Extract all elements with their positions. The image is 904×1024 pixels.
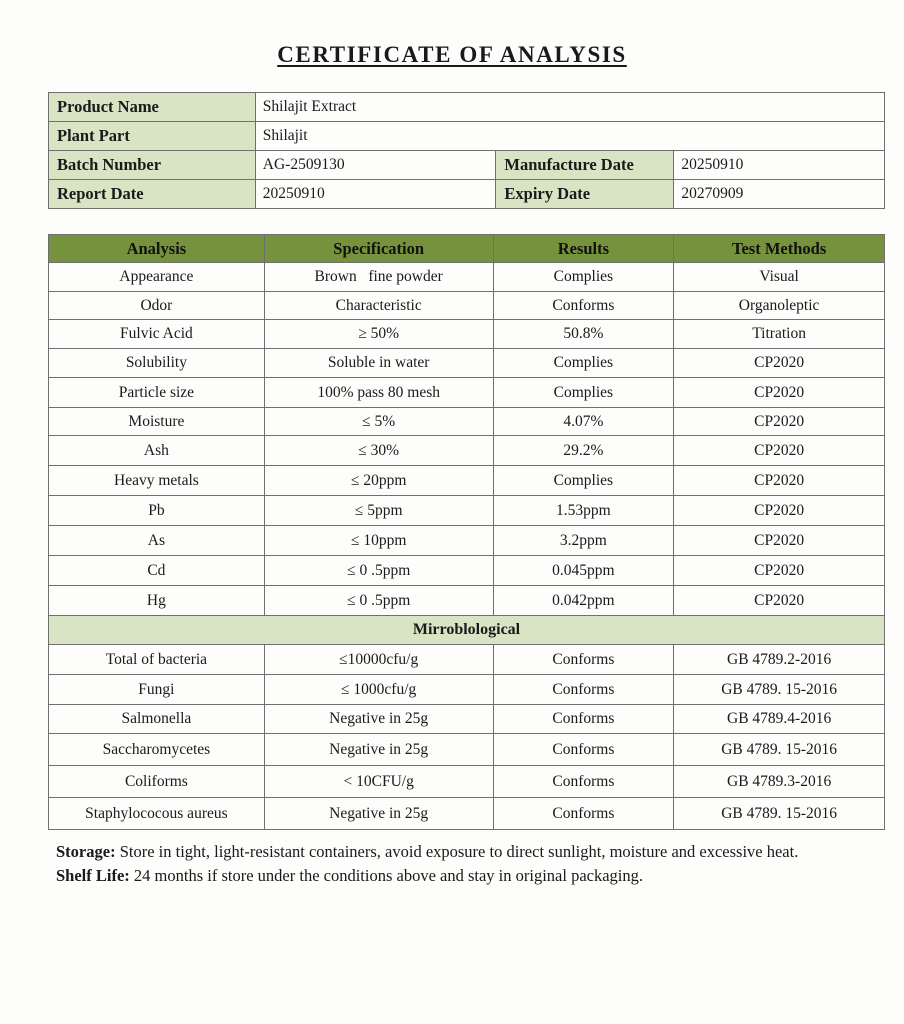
test-method-cell: CP2020 bbox=[674, 408, 885, 436]
table-row bbox=[49, 292, 885, 320]
table-row bbox=[49, 645, 885, 675]
product-name-row bbox=[49, 93, 885, 122]
table-row bbox=[49, 556, 885, 586]
analysis-item-cell: Pb bbox=[49, 496, 265, 526]
result-cell: 0.042ppm bbox=[493, 586, 674, 616]
result-cell: 0.045ppm bbox=[493, 556, 674, 586]
header-test-methods: Test Methods bbox=[674, 235, 885, 263]
result-cell: 4.07% bbox=[493, 408, 674, 436]
specification-cell: ≤ 1000cfu/g bbox=[264, 675, 493, 705]
specification-cell: Negative in 25g bbox=[264, 705, 493, 734]
analysis-item-cell: Fulvic Acid bbox=[49, 320, 265, 349]
result-cell: Conforms bbox=[493, 645, 674, 675]
result-cell: Conforms bbox=[493, 292, 674, 320]
table-row bbox=[49, 766, 885, 798]
manufacture-date-label: Manufacture Date bbox=[496, 151, 674, 180]
specification-cell: 100% pass 80 mesh bbox=[264, 378, 493, 408]
test-method-cell: GB 4789.4-2016 bbox=[674, 705, 885, 734]
table-row bbox=[49, 408, 885, 436]
batch-row bbox=[49, 151, 885, 180]
test-method-cell: CP2020 bbox=[674, 526, 885, 556]
analysis-table bbox=[48, 234, 885, 830]
report-row bbox=[49, 180, 885, 209]
test-method-cell: GB 4789.3-2016 bbox=[674, 766, 885, 798]
result-cell: Complies bbox=[493, 378, 674, 408]
header-results: Results bbox=[493, 235, 674, 263]
table-row bbox=[49, 734, 885, 766]
result-cell: Conforms bbox=[493, 705, 674, 734]
shelf-life-text: 24 months if store under the conditions above and stay in original packaging. bbox=[129, 865, 644, 885]
storage-label: Storage: bbox=[56, 842, 116, 861]
result-cell: Conforms bbox=[493, 675, 674, 705]
test-method-cell: Visual bbox=[674, 263, 885, 292]
analysis-item-cell: Ash bbox=[49, 436, 265, 466]
test-method-cell: CP2020 bbox=[674, 349, 885, 378]
result-cell: 50.8% bbox=[493, 320, 674, 349]
specification-cell: Negative in 25g bbox=[264, 734, 493, 766]
plant-part-row bbox=[49, 122, 885, 151]
table-row bbox=[49, 320, 885, 349]
table-row bbox=[49, 378, 885, 408]
test-method-cell: GB 4789. 15-2016 bbox=[674, 675, 885, 705]
result-cell: Complies bbox=[493, 349, 674, 378]
analysis-item-cell: Moisture bbox=[49, 408, 265, 436]
document-title: CERTIFICATE OF ANALYSIS bbox=[277, 42, 627, 67]
analysis-item-cell: Coliforms bbox=[49, 766, 265, 798]
table-row bbox=[49, 466, 885, 496]
specification-cell: ≤ 0 .5ppm bbox=[264, 586, 493, 616]
specification-cell: Brown fine powder bbox=[264, 263, 493, 292]
product-name-label: Product Name bbox=[49, 93, 256, 122]
expiry-date-value: 20270909 bbox=[674, 180, 885, 209]
analysis-item-cell: Odor bbox=[49, 292, 265, 320]
result-cell: Conforms bbox=[493, 766, 674, 798]
specification-cell: ≤ 0 .5ppm bbox=[264, 556, 493, 586]
analysis-item-cell: Particle size bbox=[49, 378, 265, 408]
analysis-item-cell: Staphylococous aureus bbox=[49, 798, 265, 830]
report-date-value: 20250910 bbox=[255, 180, 496, 209]
result-cell: Conforms bbox=[493, 798, 674, 830]
test-method-cell: CP2020 bbox=[674, 556, 885, 586]
specification-cell: ≥ 50% bbox=[264, 320, 493, 349]
plant-part-label: Plant Part bbox=[49, 122, 256, 151]
test-method-cell: CP2020 bbox=[674, 586, 885, 616]
analysis-item-cell: Appearance bbox=[49, 263, 265, 292]
test-method-cell: CP2020 bbox=[674, 436, 885, 466]
specification-cell: Characteristic bbox=[264, 292, 493, 320]
analysis-item-cell: Heavy metals bbox=[49, 466, 265, 496]
specification-cell: ≤ 5% bbox=[264, 408, 493, 436]
batch-number-label: Batch Number bbox=[49, 151, 256, 180]
specification-cell: ≤ 5ppm bbox=[264, 496, 493, 526]
plant-part-value: Shilajit bbox=[255, 122, 884, 151]
specification-cell: ≤10000cfu/g bbox=[264, 645, 493, 675]
specification-cell: ≤ 30% bbox=[264, 436, 493, 466]
test-method-cell: Organoleptic bbox=[674, 292, 885, 320]
result-cell: Complies bbox=[493, 263, 674, 292]
shelf-life-label: Shelf Life: bbox=[56, 865, 130, 885]
analysis-item-cell: Saccharomycetes bbox=[49, 734, 265, 766]
specification-cell: Soluble in water bbox=[264, 349, 493, 378]
table-row bbox=[49, 349, 885, 378]
table-row bbox=[49, 263, 885, 292]
table-row bbox=[49, 798, 885, 830]
analysis-body bbox=[49, 263, 885, 830]
microbiological-section-label: Mirroblological bbox=[49, 616, 885, 645]
batch-number-value: AG-2509130 bbox=[255, 151, 496, 180]
analysis-item-cell: Cd bbox=[49, 556, 265, 586]
specification-cell: ≤ 10ppm bbox=[264, 526, 493, 556]
test-method-cell: GB 4789.2-2016 bbox=[674, 645, 885, 675]
result-cell: 3.2ppm bbox=[493, 526, 674, 556]
result-cell: 1.53ppm bbox=[493, 496, 674, 526]
product-name-value: Shilajit Extract bbox=[255, 93, 884, 122]
specification-cell: ≤ 20ppm bbox=[264, 466, 493, 496]
specification-cell: < 10CFU/g bbox=[264, 766, 493, 798]
analysis-header-row bbox=[49, 235, 885, 263]
table-row bbox=[49, 496, 885, 526]
table-row bbox=[49, 586, 885, 616]
header-specification: Specification bbox=[264, 235, 493, 263]
result-cell: Complies bbox=[493, 466, 674, 496]
product-info-table bbox=[48, 92, 885, 209]
result-cell: 29.2% bbox=[493, 436, 674, 466]
notes-section bbox=[56, 840, 886, 887]
analysis-item-cell: Solubility bbox=[49, 349, 265, 378]
test-method-cell: GB 4789. 15-2016 bbox=[674, 734, 885, 766]
analysis-item-cell: Total of bacteria bbox=[49, 645, 265, 675]
storage-text: Store in tight, light-resistant containers, avoid exposure to direct sunlight, moisture and excessive heat. bbox=[115, 842, 799, 861]
report-date-label: Report Date bbox=[49, 180, 256, 209]
test-method-cell: Titration bbox=[674, 320, 885, 349]
table-row bbox=[49, 526, 885, 556]
analysis-item-cell: Salmonella bbox=[49, 705, 265, 734]
analysis-item-cell: Fungi bbox=[49, 675, 265, 705]
test-method-cell: CP2020 bbox=[674, 496, 885, 526]
test-method-cell: GB 4789. 15-2016 bbox=[674, 798, 885, 830]
manufacture-date-value: 20250910 bbox=[674, 151, 885, 180]
test-method-cell: CP2020 bbox=[674, 378, 885, 408]
result-cell: Conforms bbox=[493, 734, 674, 766]
header-analysis: Analysis bbox=[49, 235, 265, 263]
expiry-date-label: Expiry Date bbox=[496, 180, 674, 209]
specification-cell: Negative in 25g bbox=[264, 798, 493, 830]
microbiological-section-row bbox=[49, 616, 885, 645]
test-method-cell: CP2020 bbox=[674, 466, 885, 496]
storage-note bbox=[56, 840, 886, 864]
analysis-item-cell: Hg bbox=[49, 586, 265, 616]
table-row bbox=[49, 436, 885, 466]
table-row bbox=[49, 675, 885, 705]
table-row bbox=[49, 705, 885, 734]
analysis-item-cell: As bbox=[49, 526, 265, 556]
shelf-life-note bbox=[56, 864, 886, 888]
